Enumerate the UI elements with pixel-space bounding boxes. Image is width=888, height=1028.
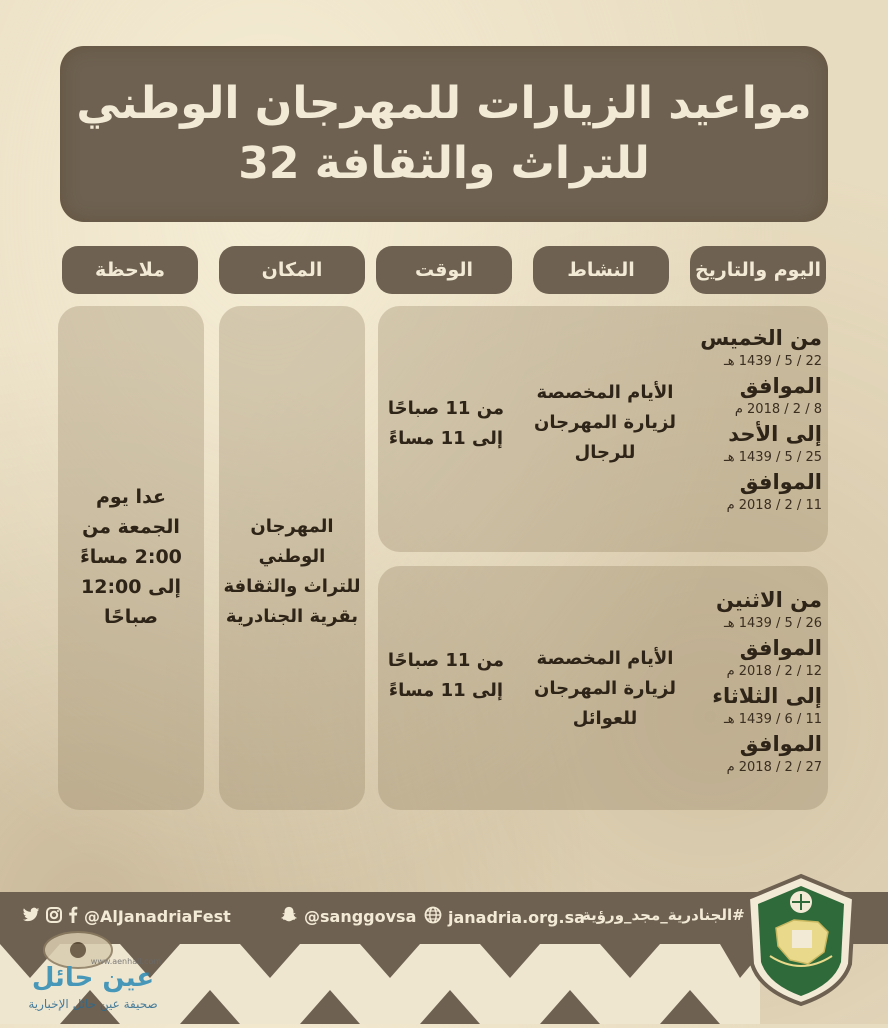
twitter-icon[interactable] xyxy=(22,907,40,927)
place-line: بقرية الجنادرية xyxy=(225,606,359,627)
row2-from-greg: 12 / 2 / 2018 م xyxy=(726,664,822,679)
row2-time-from: من 11 صباحًا xyxy=(387,650,505,671)
header-note: ملاحظة xyxy=(62,246,198,294)
row2-to-label: إلى الثلاثاء xyxy=(712,684,822,708)
row2-from-corr: الموافق xyxy=(739,636,822,660)
note-line: عدا يوم xyxy=(95,486,167,508)
instagram-icon[interactable] xyxy=(46,907,62,927)
note-line: إلى 12:00 xyxy=(81,576,181,598)
row2-activity-line: للعوائل xyxy=(572,708,638,729)
row2-time-to: إلى 11 مساءً xyxy=(388,680,504,701)
row1-time xyxy=(376,394,516,454)
row1-to-hijri: 25 / 5 / 1439 هـ xyxy=(723,450,822,465)
row1-activity-line: الأيام المخصصة xyxy=(536,382,674,403)
title-banner xyxy=(60,46,828,222)
social-links[interactable] xyxy=(22,906,231,927)
row2-from-hijri: 26 / 5 / 1439 هـ xyxy=(723,616,822,631)
note-line: 2:00 مساءً xyxy=(80,546,182,568)
place-text xyxy=(219,512,365,632)
header-place: المكان xyxy=(219,246,365,294)
row1-from-hijri: 22 / 5 / 1439 هـ xyxy=(723,354,822,369)
snapchat-link[interactable] xyxy=(280,906,416,927)
snapchat-icon[interactable] xyxy=(280,906,298,927)
row1-to-label: إلى الأحد xyxy=(728,422,822,446)
row2-time xyxy=(376,646,516,706)
row1-time-from: من 11 صباحًا xyxy=(387,398,505,419)
row1-from-corr: الموافق xyxy=(739,374,822,398)
page-title-line-2: للتراث والثقافة 32 xyxy=(238,138,650,189)
row1-time-to: إلى 11 مساءً xyxy=(388,428,504,449)
note-line: الجمعة من xyxy=(82,516,180,538)
facebook-icon[interactable] xyxy=(68,906,78,927)
hashtag[interactable]: #الجنادرية_مجد_ورؤية xyxy=(582,906,745,924)
note-text xyxy=(58,482,204,632)
note-line: صباحًا xyxy=(103,606,159,628)
row1-from-label: من الخميس xyxy=(700,326,822,350)
page-title-line-1: مواعيد الزيارات للمهرجان الوطني xyxy=(76,78,812,129)
svg-text:صحيفة عين حائل الإخبارية: صحيفة عين حائل الإخبارية xyxy=(28,997,158,1011)
row1-from-greg: 8 / 2 / 2018 م xyxy=(734,402,822,417)
social-handle[interactable]: @AlJanadriaFest xyxy=(84,907,231,926)
row2-activity-line: لزيارة المهرجان xyxy=(534,678,676,699)
website-url[interactable]: janadria.org.sa xyxy=(448,907,585,927)
place-line: للتراث والثقافة xyxy=(223,576,361,597)
header-activity: النشاط xyxy=(533,246,669,294)
row1-to-greg: 11 / 2 / 2018 م xyxy=(726,498,822,513)
snapchat-handle[interactable]: @sanggovsa xyxy=(304,907,417,926)
header-time: الوقت xyxy=(376,246,512,294)
row2-to-greg: 27 / 2 / 2018 م xyxy=(726,760,822,775)
row1-activity-line: للرجال xyxy=(574,442,636,463)
row2-from-label: من الاثنين xyxy=(716,588,822,612)
row2-activity xyxy=(530,644,680,734)
row1-activity-line: لزيارة المهرجان xyxy=(534,412,676,433)
website-link[interactable] xyxy=(424,906,585,928)
header-day-date: اليوم والتاريخ xyxy=(690,246,826,294)
row2-activity-line: الأيام المخصصة xyxy=(536,648,674,669)
row2-dates xyxy=(672,586,822,778)
row1-dates xyxy=(672,324,822,516)
svg-text:www.aenhail.com: www.aenhail.com xyxy=(90,957,162,966)
row1-to-corr: الموافق xyxy=(739,470,822,494)
festival-emblem-logo xyxy=(742,872,860,1008)
row1-activity xyxy=(530,378,680,468)
place-line: المهرجان الوطني xyxy=(250,516,334,567)
svg-text:عين حائل: عين حائل xyxy=(31,963,155,993)
watermark-logo xyxy=(8,926,178,1018)
globe-icon[interactable] xyxy=(424,906,442,928)
row2-to-corr: الموافق xyxy=(739,732,822,756)
row2-to-hijri: 11 / 6 / 1439 هـ xyxy=(723,712,822,727)
